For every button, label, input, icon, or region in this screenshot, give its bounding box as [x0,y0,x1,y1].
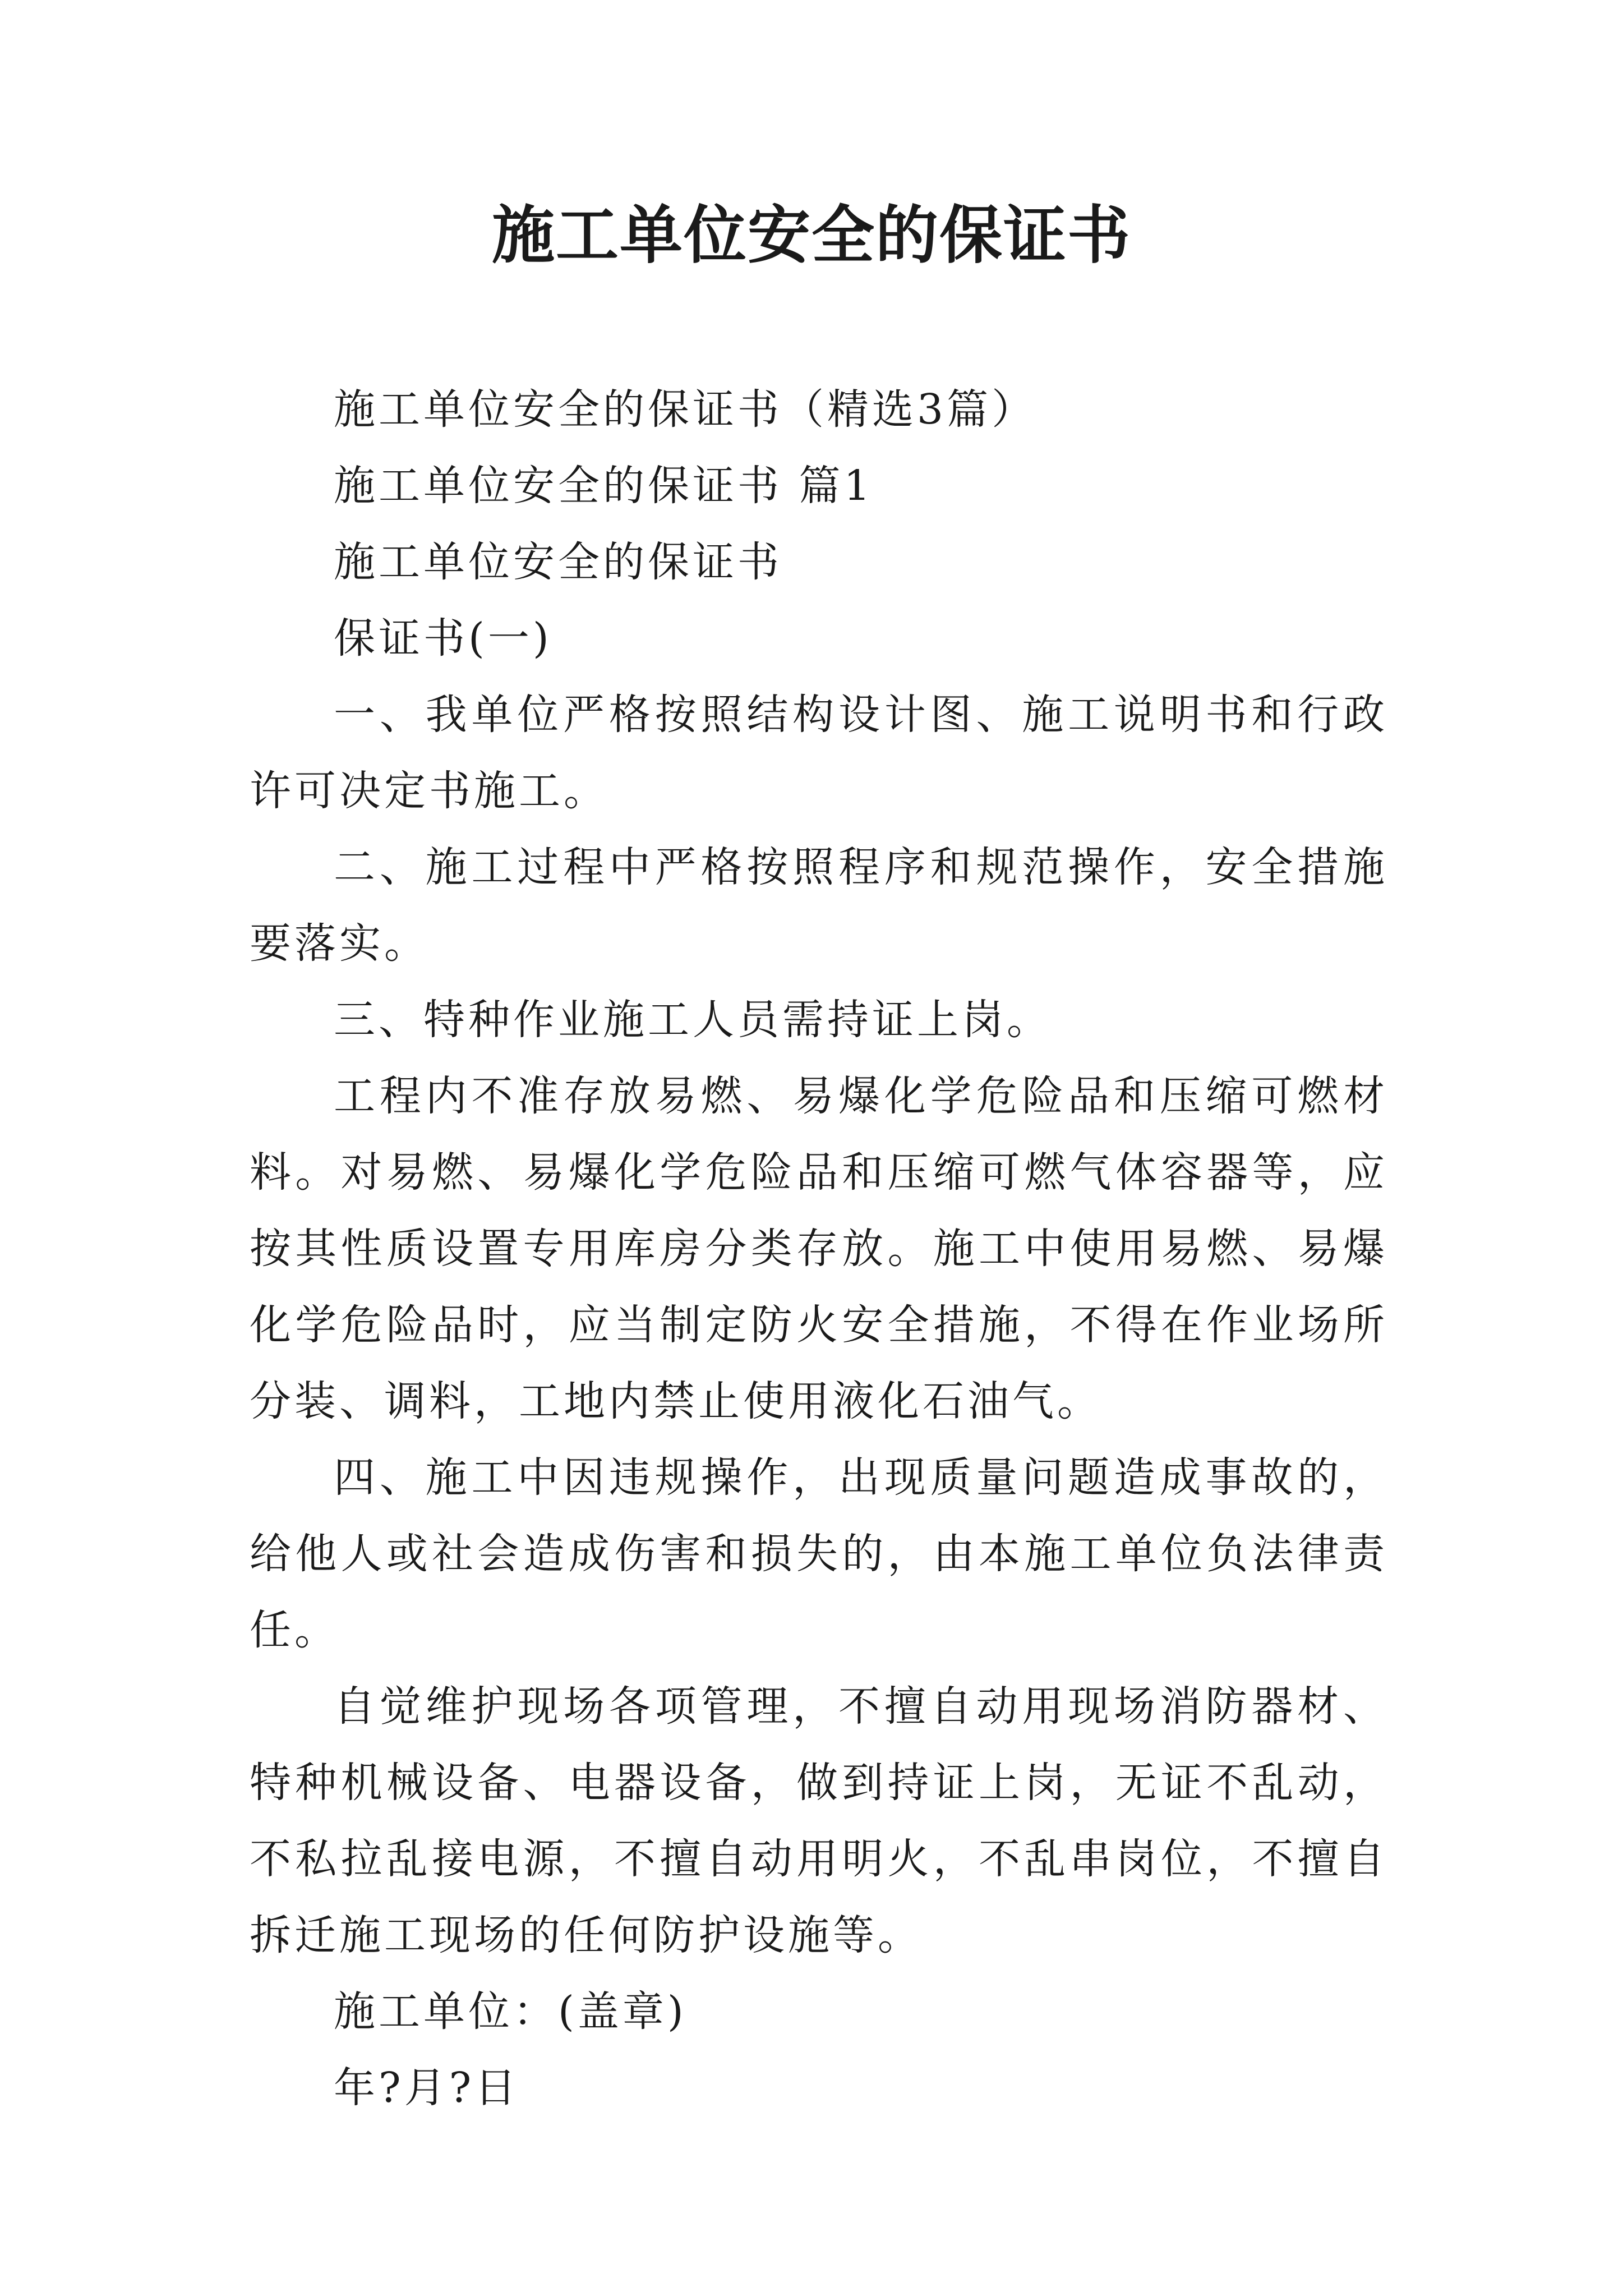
paragraph-clause-4: 四、施工中因违规操作，出现质量问题造成事故的，给他人或社会造成伤害和损失的，由本施工单位负法律责任。 [250,1453,1388,1654]
paragraph-signature-date: 年?月?日 [334,2064,520,2112]
paragraph-subtitle: 施工单位安全的保证书（精选3篇） [334,385,1037,434]
paragraph-section-heading: 施工单位安全的保证书 篇1 [334,462,874,510]
paragraph-letter-title: 施工单位安全的保证书 [334,538,782,586]
paragraph-letter-number: 保证书(一) [334,614,552,662]
paragraph-site-management: 自觉维护现场各项管理，不擅自动用现场消防器材、特种机械设备、电器设备，做到持证上岗，无证不乱动，不私拉乱接电源，不擅自动用明火，不乱串岗位，不擅自拆迁施工现场的任何防护设施等。 [250,1682,1388,1959]
paragraph-clause-2: 二、施工过程中严格按照程序和规范操作，安全措施要落实。 [250,843,1388,968]
paragraph-hazardous-materials: 工程内不准存放易燃、易爆化学危险品和压缩可燃材料。对易燃、易爆化学危险品和压缩可燃气体容器等，应按其性质设置专用库房分类存放。施工中使用易燃、易爆化学危险品时，应当制定防火安全措施，不得在作业场所分装、调料，工地内禁止使用液化石油气。 [250,1072,1388,1425]
document-title: 施工单位安全的保证书 [492,199,1131,272]
paragraph-clause-1: 一、我单位严格按照结构设计图、施工说明书和行政许可决定书施工。 [250,691,1388,815]
document-body [250,371,1388,2126]
paragraph-clause-3: 三、特种作业施工人员需持证上岗。 [334,996,1052,1044]
paragraph-signature-unit: 施工单位：(盖章) [334,1987,687,2036]
